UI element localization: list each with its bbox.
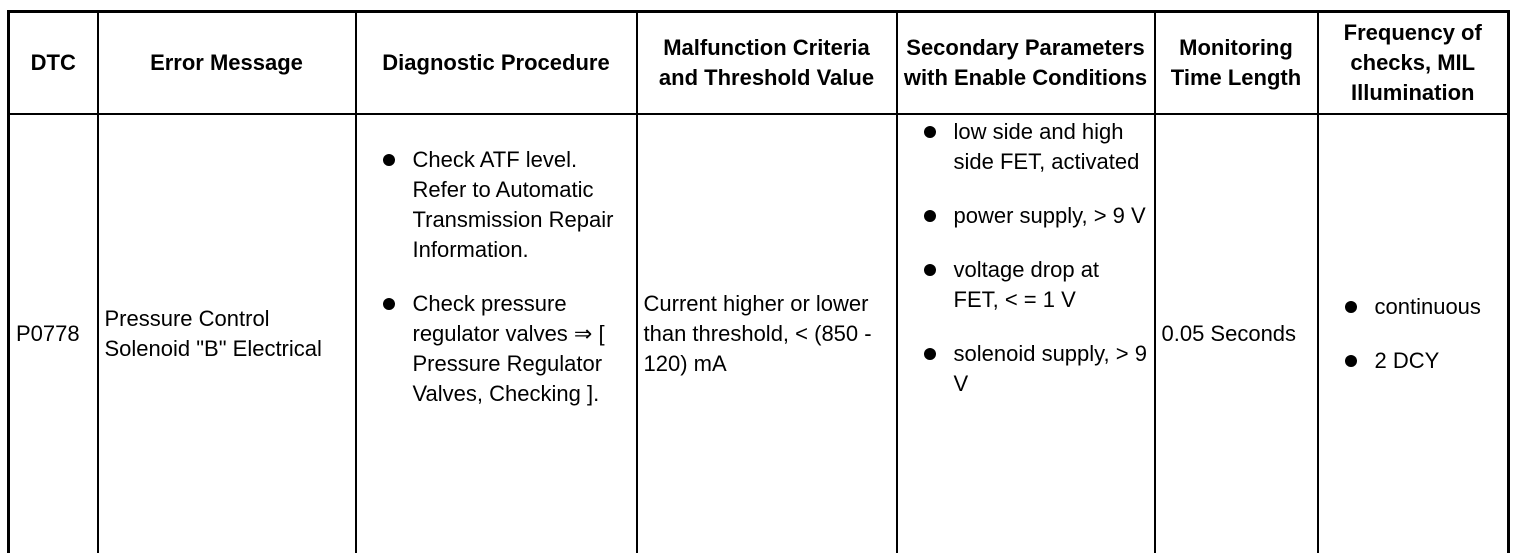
monitoring-time-text: 0.05 Seconds <box>1161 321 1297 346</box>
header-frequency: Frequency of checks, MIL Illumination <box>1318 12 1509 115</box>
bullet-icon <box>924 210 936 222</box>
header-diagnostic-procedure: Diagnostic Procedure <box>356 12 637 115</box>
parameter-text: voltage drop at FET, < = 1 V <box>953 257 1100 312</box>
malfunction-criteria-text: Current higher or lower than threshold, < (850 - 120) mA <box>643 291 872 376</box>
cell-malfunction-criteria <box>637 114 897 553</box>
cell-dtc-code <box>9 114 98 553</box>
bullet-icon <box>924 126 936 138</box>
dtc-table <box>7 10 1510 553</box>
header-dtc: DTC <box>9 12 98 115</box>
bullet-icon <box>924 264 936 276</box>
error-message-text: Pressure Control Solenoid "B" Electrical <box>104 306 322 361</box>
parameter-text: low side and high side FET, activated <box>953 119 1140 174</box>
parameter-text: power supply, > 9 V <box>953 203 1146 228</box>
list-item <box>363 145 630 265</box>
bullet-icon <box>1345 355 1357 367</box>
list-item <box>363 289 630 409</box>
procedure-step-text: Check pressure regulator valves ⇒ [ Pressure Regulator Valves, Checking ]. <box>412 291 605 406</box>
cell-error-message <box>98 114 356 553</box>
header-monitoring-time: Monitoring Time Length <box>1155 12 1318 115</box>
bullet-icon <box>924 348 936 360</box>
procedure-list <box>363 145 630 409</box>
parameter-text: solenoid supply, > 9 V <box>953 341 1147 396</box>
frequency-text: 2 DCY <box>1374 348 1440 373</box>
list-item <box>1325 346 1502 376</box>
table-row <box>9 114 1509 553</box>
bullet-icon <box>383 154 395 166</box>
bullet-icon <box>383 298 395 310</box>
list-item <box>1325 292 1502 322</box>
header-row <box>9 12 1509 115</box>
frequency-list <box>1325 292 1502 376</box>
cell-diagnostic-procedure <box>356 114 637 553</box>
list-item <box>904 255 1148 315</box>
header-secondary-parameters: Secondary Parameters with Enable Conditions <box>897 12 1155 115</box>
list-item <box>904 339 1148 399</box>
list-item <box>904 201 1148 231</box>
bullet-icon <box>1345 301 1357 313</box>
cell-frequency <box>1318 114 1509 553</box>
header-malfunction-criteria: Malfunction Criteria and Threshold Value <box>637 12 897 115</box>
dtc-code: P0778 <box>16 321 80 346</box>
frequency-text: continuous <box>1374 294 1481 319</box>
list-item <box>904 117 1148 177</box>
cell-monitoring-time <box>1155 114 1318 553</box>
header-error-message: Error Message <box>98 12 356 115</box>
procedure-step-text: Check ATF level. Refer to Automatic Transmission Repair Information. <box>412 147 614 262</box>
cell-secondary-parameters <box>897 114 1155 553</box>
secondary-parameters-list <box>904 117 1148 399</box>
